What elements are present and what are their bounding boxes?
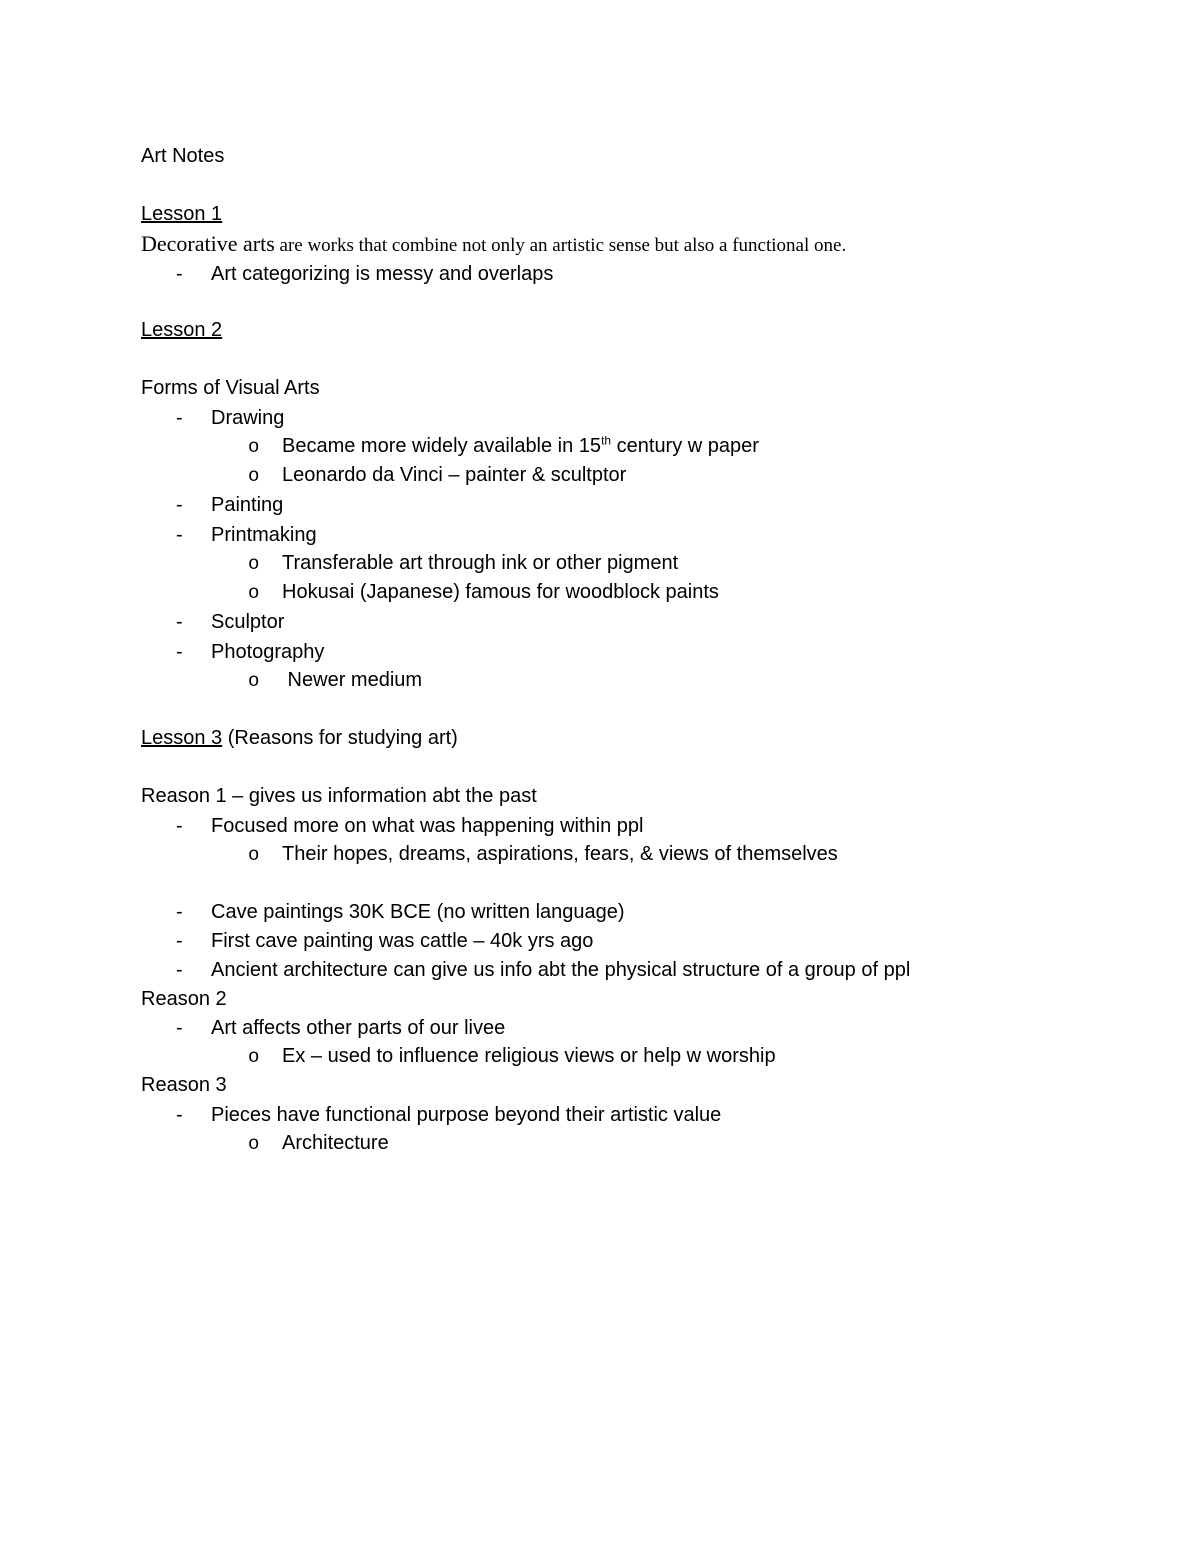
dash-bullet: - [176,524,183,546]
list-item: Pieces have functional purpose beyond their artistic value [211,1104,722,1126]
dash-bullet: - [176,959,183,981]
list-subitem: Transferable art through ink or other pigment [282,552,679,574]
circle-bullet: o [248,670,260,692]
circle-bullet: o [248,844,260,866]
lesson-2-heading: Lesson 2 [141,319,223,341]
lesson-3-heading-line [141,726,458,750]
list-item-printmaking: Printmaking [211,524,317,546]
circle-bullet: o [248,1133,260,1155]
list-item: Ancient architecture can give us info abt the physical structure of a group of ppl [211,959,911,981]
list-subitem: Hokusai (Japanese) famous for woodblock paints [282,581,719,603]
circle-bullet: o [248,465,260,487]
circle-bullet: o [248,553,260,575]
list-item-painting: Painting [211,494,284,516]
decorative-arts-definition [141,232,846,258]
reason-2-heading: Reason 2 [141,988,227,1010]
list-subitem: Became more widely available in 15th century w paper [282,433,759,457]
dash-bullet: - [176,407,183,429]
dash-bullet: - [176,901,183,923]
dash-bullet: - [176,494,183,516]
dash-bullet: - [176,815,183,837]
list-item-sculptor: Sculptor [211,611,285,633]
list-item: First cave painting was cattle – 40k yrs ago [211,930,594,952]
list-item-drawing: Drawing [211,407,285,429]
definition-term: Decorative arts [141,231,275,256]
list-subitem: Architecture [282,1132,389,1154]
lesson-1-heading: Lesson 1 [141,203,223,225]
reason-3-heading: Reason 3 [141,1074,227,1096]
reason-1-heading: Reason 1 – gives us information abt the past [141,785,537,807]
dash-bullet: - [176,1104,183,1126]
forms-of-visual-arts-heading: Forms of Visual Arts [141,377,320,399]
list-subitem: Their hopes, dreams, aspirations, fears, & views of themselves [282,843,838,865]
dash-bullet: - [176,263,183,285]
lesson-3-heading: Lesson 3 [141,727,223,749]
document-title: Art Notes [141,145,225,167]
circle-bullet: o [248,436,260,458]
list-item-photography: Photography [211,641,325,663]
dash-bullet: - [176,1017,183,1039]
circle-bullet: o [248,1046,260,1068]
lesson-3-note: (Reasons for studying art) [222,727,458,749]
list-item: Focused more on what was happening within ppl [211,815,644,837]
dash-bullet: - [176,611,183,633]
dash-bullet: - [176,930,183,952]
list-subitem: Newer medium [282,669,423,691]
list-item: Art categorizing is messy and overlaps [211,263,554,285]
circle-bullet: o [248,582,260,604]
dash-bullet: - [176,641,183,663]
list-subitem: Ex – used to influence religious views or help w worship [282,1045,776,1067]
list-subitem: Leonardo da Vinci – painter & scultptor [282,464,627,486]
list-item: Art affects other parts of our livee [211,1017,506,1039]
definition-rest: are works that combine not only an artistic sense but also a functional one. [274,235,847,256]
list-item: Cave paintings 30K BCE (no written language) [211,901,625,923]
